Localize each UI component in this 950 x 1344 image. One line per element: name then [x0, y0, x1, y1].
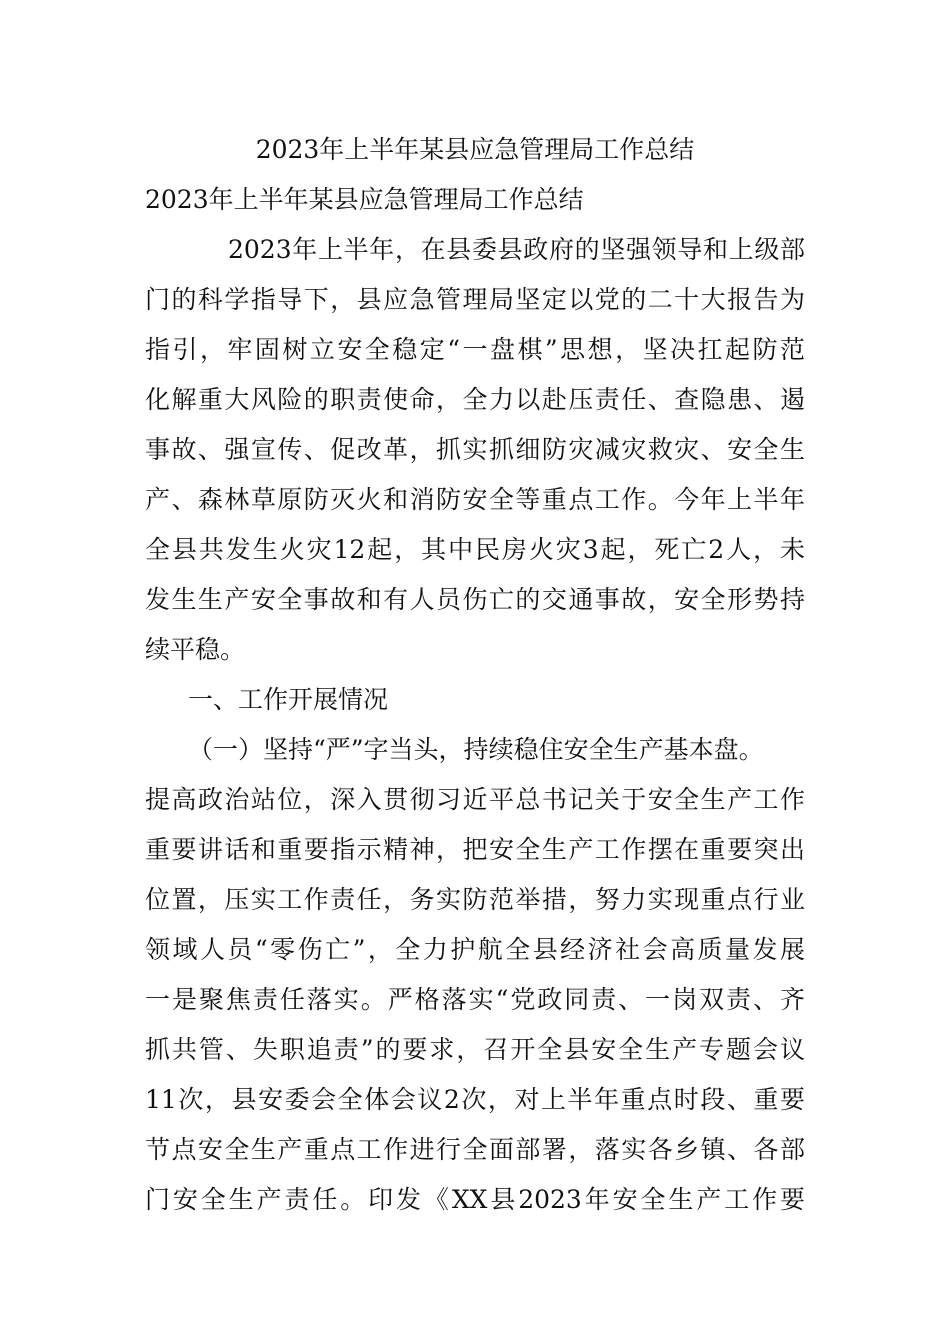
paragraph-line: 重要讲话和重要指示精神，把安全生产工作摆在重要突出	[145, 835, 805, 864]
paragraph-line: 位置，压实工作责任，务实防范举措，努力实现重点行业	[145, 885, 805, 914]
section-heading: 一、工作开展情况	[188, 685, 389, 714]
paragraph-line: 指引，牢固树立安全稳定“一盘棋”思想，坚决扛起防范	[145, 335, 805, 364]
paragraph-line: 门安全生产责任。印发《XX县2023年安全生产工作要	[145, 1185, 805, 1214]
paragraph-line: 抓共管、失职追责”的要求，召开全县安全生产专题会议	[145, 1035, 805, 1064]
paragraph-line: 产、森林草原防灭火和消防安全等重点工作。今年上半年	[145, 485, 805, 514]
document-title: 2023年上半年某县应急管理局工作总结	[255, 135, 695, 164]
paragraph-line: 11次，县安委会全体会议2次，对上半年重点时段、重要	[145, 1085, 805, 1114]
paragraph-line: 续平稳。	[145, 635, 246, 664]
paragraph-line: 化解重大风险的职责使命，全力以赴压责任、查隐患、遏	[145, 385, 805, 414]
paragraph-line: 全县共发生火灾12起，其中民房火灾3起，死亡2人，未	[145, 535, 806, 564]
subsection-heading: （一）坚持“严”字当头，持续稳住安全生产基本盘。	[188, 735, 764, 764]
document-subtitle: 2023年上半年某县应急管理局工作总结	[145, 185, 584, 214]
paragraph-line: 一是聚焦责任落实。严格落实“党政同责、一岗双责、齐	[145, 985, 805, 1014]
paragraph-line: 节点安全生产重点工作进行全面部署，落实各乡镇、各部	[145, 1135, 805, 1164]
paragraph-line: 2023年上半年，在县委县政府的坚强领导和上级部	[228, 235, 805, 264]
paragraph-line: 事故、强宣传、促改革，抓实抓细防灾减灾救灾、安全生	[145, 435, 805, 464]
paragraph-line: 领域人员“零伤亡”，全力护航全县经济社会高质量发展	[145, 935, 805, 964]
paragraph-line: 发生生产安全事故和有人员伤亡的交通事故，安全形势持	[145, 585, 805, 614]
paragraph-line: 提高政治站位，深入贯彻习近平总书记关于安全生产工作	[145, 785, 805, 814]
paragraph-line: 门的科学指导下，县应急管理局坚定以党的二十大报告为	[145, 285, 805, 314]
